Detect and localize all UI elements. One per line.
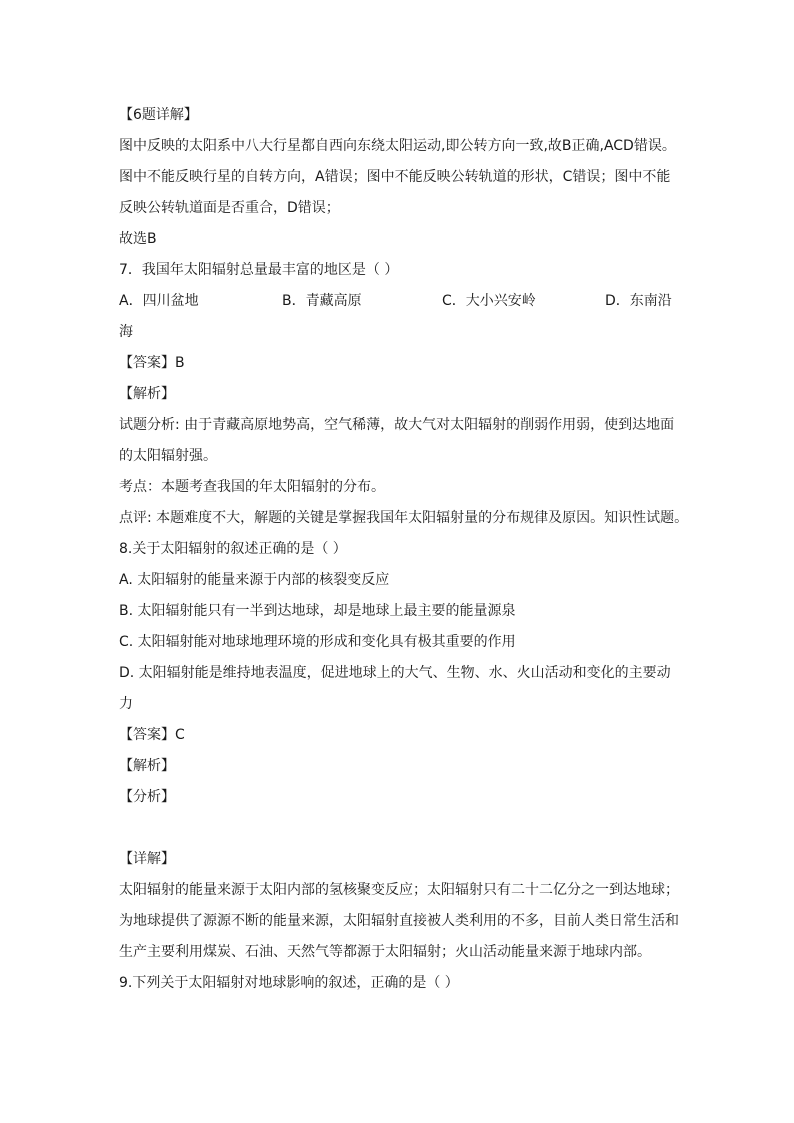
q7-comment: 点评: 本题难度不大，解题的关键是掌握我国年太阳辐射量的分布规律及原因。知识性试题。: [119, 510, 689, 526]
q8-answer: 【答案】C: [119, 727, 185, 743]
q8-analyze-label: 【分析】: [119, 789, 175, 805]
q7-option-a: A．四川盆地: [119, 293, 199, 309]
q8-analysis-label: 【解析】: [119, 758, 175, 774]
q6-heading: 【6题详解】: [119, 107, 198, 123]
q8-stem: 8.关于太阳辐射的叙述正确的是（ ）: [119, 541, 347, 557]
q8-option-d-line-2: 力: [119, 696, 133, 712]
q8-option-c: C. 太阳辐射能对地球地理环境的形成和变化具有极其重要的作用: [119, 634, 516, 650]
q7-analysis-line-2: 的太阳辐射强。: [119, 448, 217, 464]
q7-option-c: C．大小兴安岭: [442, 293, 536, 309]
q6-explanation-line-2: 图中不能反映行星的自转方向，A错误；图中不能反映公转轨道的形状，C错误；图中不能: [119, 169, 671, 185]
q9-stem: 9.下列关于太阳辐射对地球影响的叙述，正确的是（ ）: [119, 975, 459, 991]
q6-explanation-line-1: 图中反映的太阳系中八大行星都自西向东绕太阳运动,即公转方向一致,故B正确,ACD错误。: [119, 138, 676, 154]
blank-line: [119, 813, 679, 844]
q8-detail-label: 【详解】: [119, 851, 175, 867]
q7-option-wrap: 海: [119, 324, 133, 340]
q6-choice: 故选B: [119, 231, 157, 247]
q6-explanation-line-3: 反映公转轨道面是否重合，D错误；: [119, 200, 340, 216]
q8-option-b: B. 太阳辐射能只有一半到达地球，却是地球上最主要的能量源泉: [119, 603, 516, 619]
q8-option-a: A. 太阳辐射的能量来源于内部的核裂变反应: [119, 572, 390, 588]
q8-option-d-line-1: D. 太阳辐射能是维持地表温度，促进地球上的大气、生物、水、火山活动和变化的主要动: [119, 665, 671, 681]
q8-detail-line-3: 生产主要利用煤炭、石油、天然气等都源于太阳辐射；火山活动能量来源于地球内部。: [119, 944, 651, 960]
q8-detail-line-2: 为地球提供了源源不断的能量来源，太阳辐射直接被人类利用的不多，目前人类日常生活和: [119, 913, 679, 929]
q7-analysis-label: 【解析】: [119, 386, 175, 402]
q7-option-b: B．青藏高原: [282, 293, 362, 309]
q8-detail-line-1: 太阳辐射的能量来源于太阳内部的氢核聚变反应；太阳辐射只有二十二亿分之一到达地球；: [119, 882, 679, 898]
q7-point: 考点：本题考查我国的年太阳辐射的分布。: [119, 479, 385, 495]
q7-analysis-line-1: 试题分析: 由于青藏高原地势高，空气稀薄，故大气对太阳辐射的削弱作用弱，使到达地面: [119, 417, 675, 433]
q7-answer: 【答案】B: [119, 355, 185, 371]
q7-stem: 7．我国年太阳辐射总量最丰富的地区是（ ）: [119, 262, 399, 278]
document-body: [119, 100, 689, 999]
q7-option-d: D．东南沿: [605, 293, 672, 309]
q7-options: [119, 286, 679, 317]
